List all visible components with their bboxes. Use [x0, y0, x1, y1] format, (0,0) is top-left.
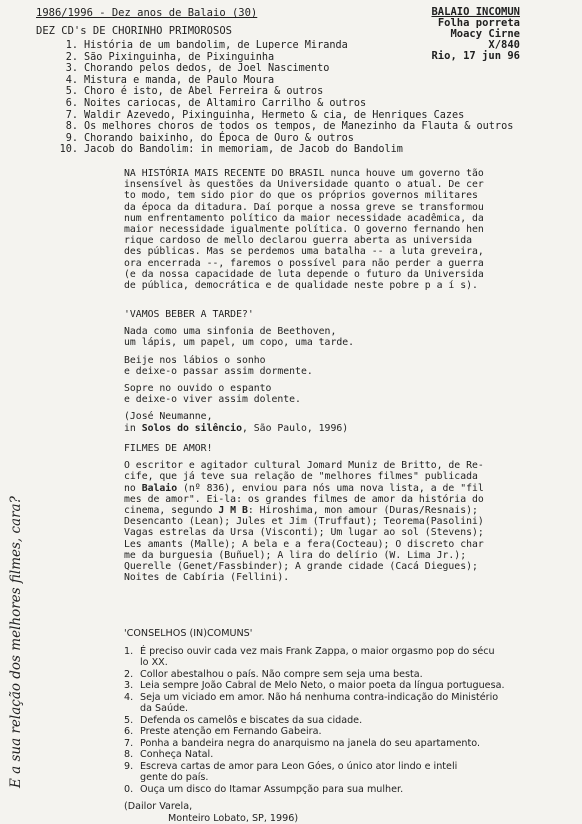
issue-number: X/840 — [431, 40, 520, 51]
films-line: Noites de Cabíria (Fellini). — [124, 572, 544, 583]
conselho-text: Preste atenção em Fernando Gabeira. — [140, 726, 322, 737]
issue-date: Rio, 17 jun 96 — [431, 51, 520, 62]
author-name: Moacy Cirne — [431, 29, 520, 40]
films-line: O escritor e agitador cultural Jomard Muniz de Britto, de Re- — [124, 460, 544, 471]
films-line: Les amants (Malle); A bela e a fera(Cocteau); O discreto char — [124, 539, 544, 550]
conselho-line — [124, 680, 505, 692]
conselhos-list — [124, 646, 505, 796]
poem-credit-author: (José Neumanne, — [124, 411, 544, 422]
editorial-line: insensível às questões da Universidade quanto o atual. De cer — [124, 179, 544, 190]
cd-item — [58, 121, 513, 133]
films-line: Querelle (Genet/Fassbinder); A grande cidade (Cacá Diegues); — [124, 561, 544, 572]
editorial-line: de pública, democrática e de qualidade neste pobre p a í s). — [124, 280, 544, 291]
conselho-number: 0. — [124, 784, 140, 796]
conselho-item — [124, 692, 505, 715]
conselho-number: 1. — [124, 646, 140, 658]
editorial-line: rique cardoso de mello declarou guerra aberta as universida — [124, 235, 544, 246]
conselho-line — [124, 738, 505, 750]
conselho-line — [124, 749, 505, 761]
conselho-text: Defenda os camelôs e biscates da sua cidade. — [140, 715, 362, 726]
cd-title: Waldir Azevedo, Pixinguinha, Hermeto & cia, de Henriques Cazes — [84, 110, 464, 121]
cd-title: Jacob do Bandolim: in memoriam, de Jacob do Bandolim — [84, 144, 403, 155]
editorial-line: maior necessidade igualmente política. O governo fernando hen — [124, 224, 544, 235]
conselho-line: da Saúde. — [124, 703, 505, 715]
cd-title: Chorando baixinho, do Época de Ouro & outros — [84, 133, 354, 144]
films-line: cinema, segundo J M B: Hiroshima, mon amour (Duras/Resnais); — [124, 505, 544, 516]
conselho-number: 6. — [124, 726, 140, 738]
poem-title: 'VAMOS BEBER A TARDE?' — [124, 309, 544, 320]
cd-number: 7. — [58, 110, 78, 122]
conselho-text: Escreva cartas de amor para Leon Góes, o único ator lindo e inteli — [140, 761, 457, 772]
films-list — [124, 516, 544, 583]
cd-number: 5. — [58, 86, 78, 98]
editorial-line: NA HISTÓRIA MAIS RECENTE DO BRASIL nunca houve um governo tão — [124, 168, 544, 179]
cd-title: São Pixinguinha, de Pixinguinha — [84, 52, 274, 63]
poem-line: Nada como uma sinfonia de Beethoven, — [124, 326, 544, 337]
films-line: cife, que já teve sua relação de "melhores filmes" publicada — [124, 471, 544, 482]
films-line: Desencanto (Lean); Jules et Jim (Truffaut); Teorema(Pasolini) — [124, 516, 544, 527]
editorial-line: num enfrentamento político da maior necessidade acadêmica, da — [124, 213, 544, 224]
poem-line: um lápis, um papel, um copo, uma tarde. — [124, 337, 544, 348]
poem-section — [124, 309, 544, 434]
cd-number: 8. — [58, 121, 78, 133]
films-line: no Balaio (nº 836), enviou para nós uma nova lista, a de "fil — [124, 483, 544, 494]
editorial-paragraph — [124, 168, 544, 291]
films-line: me da burguesia (Buñuel); A lira do delírio (W. Lima Jr.); — [124, 550, 544, 561]
conselhos-section — [124, 628, 505, 824]
conselho-text: Ouça um disco do Itamar Assumpção para sua mulher. — [140, 784, 403, 795]
cd-item — [58, 110, 513, 122]
conselho-item — [124, 749, 505, 761]
cd-title: Os melhores choros de todos os tempos, de Manezinho da Flauta & outros — [84, 121, 513, 132]
conselho-item — [124, 680, 505, 692]
cd-item — [58, 144, 513, 156]
conselho-item — [124, 715, 505, 727]
cd-item — [58, 86, 513, 98]
conselho-number: 7. — [124, 738, 140, 750]
conselhos-signature-place: Monteiro Lobato, SP, 1996) — [124, 813, 505, 824]
cd-item — [58, 133, 513, 145]
conselho-item — [124, 738, 505, 750]
films-title: FILMES DE AMOR! — [124, 443, 544, 454]
cd-title: História de um bandolim, de Luperce Miranda — [84, 40, 348, 51]
conselho-number: 2. — [124, 669, 140, 681]
conselhos-signature: (Dailor Varela, — [124, 801, 505, 813]
conselho-item — [124, 669, 505, 681]
cd-number: 3. — [58, 63, 78, 75]
poem-stanza — [124, 326, 544, 348]
cds-list-title: DEZ CD's DE CHORINHO PRIMOROSOS — [36, 25, 232, 37]
conselho-text: É preciso ouvir cada vez mais Frank Zappa, o maior orgasmo pop do sécu — [140, 646, 495, 657]
conselhos-title: 'CONSELHOS (IN)COMUNS' — [124, 628, 505, 640]
conselho-number: 9. — [124, 761, 140, 773]
cd-item — [58, 63, 513, 75]
conselho-text: Ponha a bandeira negra do anarquismo na janela do seu apartamento. — [140, 738, 480, 749]
cd-number: 2. — [58, 52, 78, 64]
cd-number: 9. — [58, 133, 78, 145]
conselho-line — [124, 646, 505, 658]
conselho-line — [124, 761, 505, 773]
conselho-number: 4. — [124, 692, 140, 704]
conselho-line — [124, 692, 505, 704]
films-line: mes de amor". Ei-la: os grandes filmes de amor da história do — [124, 494, 544, 505]
cd-number: 1. — [58, 40, 78, 52]
cd-number: 6. — [58, 98, 78, 110]
conselho-item — [124, 761, 505, 784]
poem-stanza — [124, 355, 544, 377]
handwritten-margin-note: E a sua relação dos melhores filmes, cara? — [8, 496, 24, 788]
conselho-line: lo XX. — [124, 657, 505, 669]
publication-subtitle: Folha porreta — [431, 18, 520, 29]
conselho-line — [124, 726, 505, 738]
cd-title: Chorando pelos dedos, de Joel Nascimento — [84, 63, 329, 74]
conselho-number: 3. — [124, 680, 140, 692]
conselho-text: Conheça Natal. — [140, 749, 213, 760]
films-section — [124, 443, 544, 583]
conselho-line — [124, 784, 505, 796]
cd-number: 10. — [58, 144, 78, 156]
editorial-line: to modo, tem sido pior do que os próprios governos militares — [124, 190, 544, 201]
poem-stanzas — [124, 326, 544, 405]
cd-title: Choro é isto, de Abel Ferreira & outros — [84, 86, 323, 97]
editorial-line: des públicas. Mas se perdemos uma batalha -- a luta greveira, — [124, 246, 544, 257]
conselho-item — [124, 784, 505, 796]
column-title: 1986/1996 - Dez anos de Balaio (30) — [36, 7, 257, 19]
cd-number: 4. — [58, 75, 78, 87]
cd-item — [58, 75, 513, 87]
conselho-number: 5. — [124, 715, 140, 727]
publication-name: BALAIO INCOMUN — [431, 7, 520, 18]
conselho-text: Collor abestalhou o país. Não compre sem seja uma besta. — [140, 669, 423, 680]
poem-line: Beije nos lábios o sonho — [124, 355, 544, 366]
editorial-line: (e da nossa capacidade de luta depende o futuro da Universida — [124, 269, 544, 280]
book-title: Solos do silêncio — [142, 423, 242, 434]
cd-title: Noites cariocas, de Altamiro Carrilho & outros — [84, 98, 366, 109]
conselho-text: Leia sempre João Cabral de Melo Neto, o maior poeta da língua portuguesa. — [140, 680, 505, 691]
conselho-text: Seja um viciado em amor. Não há nenhuma contra-indicação do Ministério — [140, 692, 498, 703]
conselho-number: 8. — [124, 749, 140, 761]
publication-header — [431, 7, 520, 62]
cd-item — [58, 98, 513, 110]
conselho-line — [124, 715, 505, 727]
films-line: Vagas estrelas da Ursa (Visconti); Um lugar ao sol (Stevens); — [124, 527, 544, 538]
editorial-line: ora encerrada --, faremos o possível para não perder a guerra — [124, 258, 544, 269]
poem-credit-source: in Solos do silêncio, São Paulo, 1996) — [124, 423, 544, 434]
conselho-item — [124, 726, 505, 738]
poem-stanza — [124, 383, 544, 405]
conselho-item — [124, 646, 505, 669]
conselho-line — [124, 669, 505, 681]
editorial-line: da época da ditadura. Daí porque a nossa greve se transformou — [124, 202, 544, 213]
poem-line: Sopre no ouvido o espanto — [124, 383, 544, 394]
cd-title: Mistura e manda, de Paulo Moura — [84, 75, 274, 86]
poem-line: e deixe-o passar assim dormente. — [124, 366, 544, 377]
conselho-line: gente do país. — [124, 772, 505, 784]
poem-line: e deixe-o viver assim dolente. — [124, 394, 544, 405]
